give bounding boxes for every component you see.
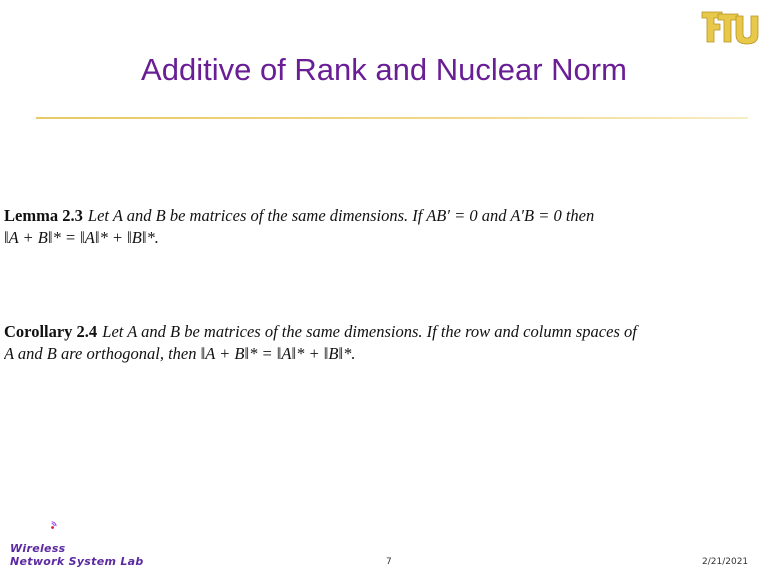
page-number: 7	[386, 557, 392, 567]
corollary-block	[4, 321, 768, 365]
lemma-label: Lemma 2.3	[4, 206, 83, 225]
corollary-line-1	[4, 321, 768, 343]
corollary-statement: Let A and B be matrices of the same dimensions. If the row and column spaces of	[102, 322, 637, 341]
lemma-statement: Let A and B be matrices of the same dimensions. If AB′ = 0 and A′B = 0 then	[87, 206, 595, 225]
lemma-line-2: ‖A + B‖* = ‖A‖* + ‖B‖*.	[4, 228, 159, 247]
corollary-line-2: A and B are orthogonal, then ‖A + B‖* = ‖A‖* + ‖B‖*.	[4, 344, 356, 363]
title-divider	[36, 117, 748, 119]
lab-name-line-2: Network System Lab	[10, 555, 144, 568]
slide-date: 2/21/2021	[702, 557, 749, 567]
lemma-line-1	[4, 205, 768, 227]
university-logo-icon	[698, 6, 760, 48]
slide-title: Additive of Rank and Nuclear Norm	[141, 52, 627, 87]
lab-name-line-1: Wireless	[10, 542, 66, 555]
lemma-block	[4, 205, 768, 249]
wireless-signal-icon	[10, 520, 140, 542]
corollary-label: Corollary 2.4	[4, 322, 98, 341]
